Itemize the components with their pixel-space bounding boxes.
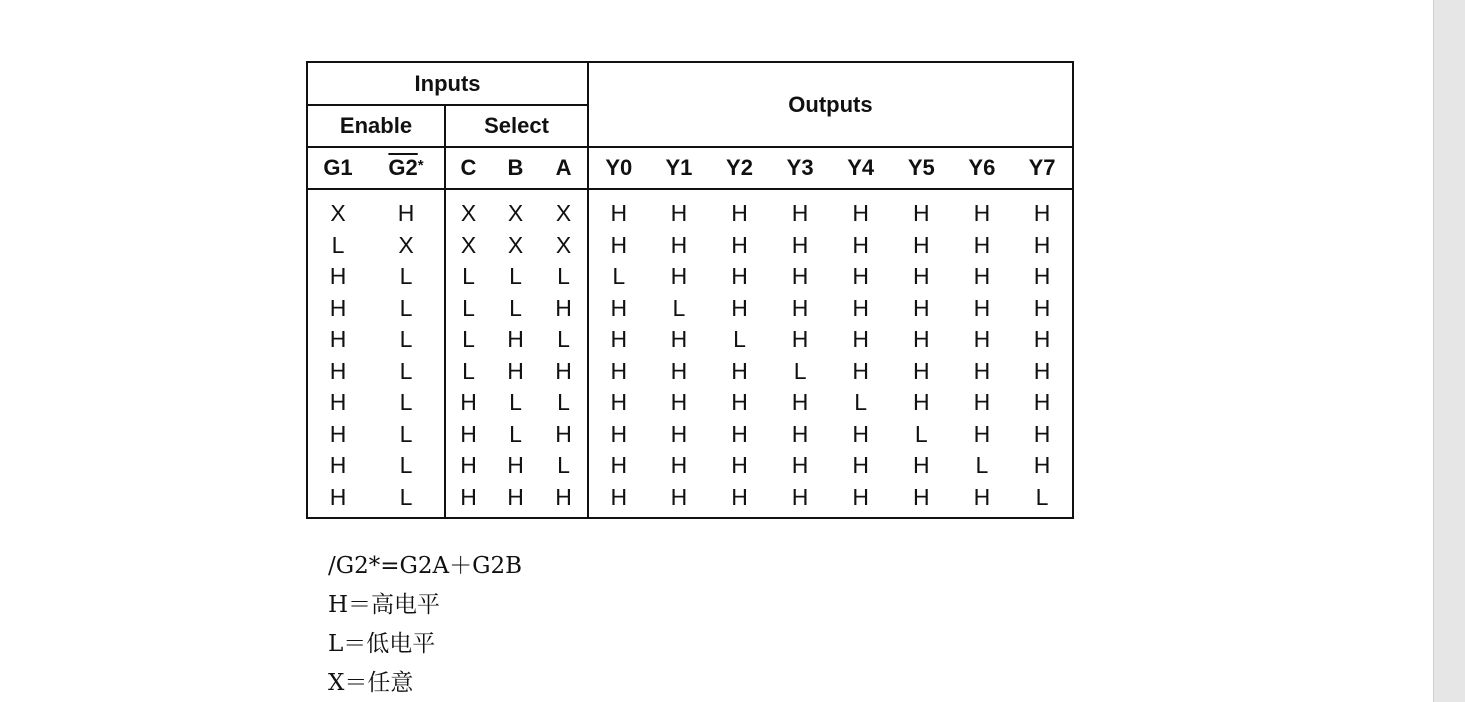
cell-y3: H bbox=[791, 326, 809, 353]
cell-y0: H bbox=[588, 419, 649, 451]
cell-y7: H bbox=[1012, 189, 1073, 230]
cell-b: H bbox=[491, 482, 540, 519]
cell-y4: H bbox=[852, 200, 870, 227]
table-row bbox=[307, 356, 1073, 388]
cell-g1: H bbox=[307, 419, 368, 451]
cell-y6: L bbox=[975, 452, 989, 479]
cell-b: H bbox=[507, 357, 524, 384]
cell-c: L bbox=[445, 261, 491, 293]
cell-c: H bbox=[445, 419, 491, 451]
cell-a: X bbox=[555, 200, 572, 227]
cell-y0: H bbox=[588, 189, 649, 230]
cell-y2: H bbox=[731, 200, 748, 227]
cell-c: L bbox=[445, 324, 491, 356]
table-row bbox=[307, 189, 1073, 230]
col-header-y7: Y7 bbox=[1012, 147, 1073, 189]
cell-a: L bbox=[557, 326, 570, 353]
cell-y5: H bbox=[912, 389, 930, 416]
cell-y2: H bbox=[731, 357, 748, 384]
cell-c: X bbox=[445, 189, 491, 230]
cell-a: H bbox=[540, 482, 588, 519]
truth-table-body bbox=[307, 189, 1073, 518]
cell-c: X bbox=[445, 230, 491, 262]
cell-y5: H bbox=[912, 357, 930, 384]
cell-y4: H bbox=[852, 294, 870, 321]
cell-y1: H bbox=[670, 326, 688, 353]
cell-a: H bbox=[555, 357, 572, 384]
cell-y1: L bbox=[672, 294, 686, 321]
table-row bbox=[307, 261, 1073, 293]
col-header-y2: Y2 bbox=[709, 147, 770, 189]
cell-y1: H bbox=[670, 357, 688, 384]
cell-y6: H bbox=[973, 357, 991, 384]
cell-y3: H bbox=[791, 452, 809, 479]
cell-y5: H bbox=[912, 294, 930, 321]
cell-y3: H bbox=[770, 482, 831, 519]
col-header-y0: Y0 bbox=[588, 147, 649, 189]
col-header-g2 bbox=[368, 147, 445, 189]
g2-star: * bbox=[417, 157, 424, 174]
cell-g1: H bbox=[307, 293, 368, 325]
cell-y4: H bbox=[852, 452, 870, 479]
cell-y3: H bbox=[791, 420, 809, 447]
cell-y3: H bbox=[791, 294, 809, 321]
cell-y2: L bbox=[733, 326, 746, 353]
cell-y7: H bbox=[1012, 261, 1073, 293]
col-header-y6: Y6 bbox=[952, 147, 1013, 189]
cell-y6: H bbox=[973, 420, 991, 447]
cell-c: L bbox=[445, 356, 491, 388]
outputs-header: Outputs bbox=[588, 62, 1073, 147]
col-header-y3: Y3 bbox=[770, 147, 831, 189]
cell-g1: H bbox=[307, 482, 368, 519]
col-header-y4: Y4 bbox=[830, 147, 891, 189]
cell-g2: L bbox=[399, 326, 413, 353]
cell-y4: H bbox=[852, 231, 870, 258]
cell-g2: L bbox=[399, 389, 413, 416]
cell-b: H bbox=[507, 452, 524, 479]
cell-g2: L bbox=[399, 452, 413, 479]
cell-y3: H bbox=[791, 389, 809, 416]
note-g2-definition: /G2*=G2A＋G2B bbox=[328, 553, 523, 579]
cell-b: X bbox=[507, 200, 524, 227]
cell-a: H bbox=[555, 420, 572, 447]
cell-y3: H bbox=[791, 263, 809, 290]
cell-y5: H bbox=[912, 231, 930, 258]
cell-y5: H bbox=[912, 452, 930, 479]
cell-y6: H bbox=[952, 482, 1013, 519]
cell-y7: H bbox=[1012, 356, 1073, 388]
cell-y7: H bbox=[1012, 230, 1073, 262]
table-row bbox=[307, 387, 1073, 419]
col-header-b: B bbox=[491, 147, 540, 189]
cell-y6: H bbox=[973, 200, 991, 227]
cell-y0: H bbox=[588, 230, 649, 262]
cell-c: H bbox=[445, 450, 491, 482]
cell-g2: H bbox=[397, 200, 415, 227]
table-row bbox=[307, 293, 1073, 325]
cell-y1: H bbox=[670, 200, 688, 227]
cell-g2: L bbox=[399, 357, 413, 384]
cell-g1: H bbox=[307, 324, 368, 356]
cell-g1: X bbox=[307, 189, 368, 230]
notes bbox=[328, 547, 522, 702]
vertical-scrollbar[interactable] bbox=[1433, 0, 1465, 702]
cell-y2: H bbox=[731, 231, 748, 258]
cell-y0: L bbox=[588, 261, 649, 293]
cell-y0: H bbox=[588, 387, 649, 419]
table-row bbox=[307, 419, 1073, 451]
cell-a: H bbox=[555, 294, 572, 321]
cell-y5: H bbox=[912, 200, 930, 227]
cell-g1: H bbox=[307, 261, 368, 293]
note-l-definition: L＝低电平 bbox=[328, 631, 436, 657]
select-header: Select bbox=[445, 105, 588, 147]
cell-b: L bbox=[509, 389, 522, 416]
cell-y4: H bbox=[852, 326, 870, 353]
cell-y7: H bbox=[1012, 419, 1073, 451]
cell-y6: H bbox=[973, 231, 991, 258]
cell-g2: L bbox=[399, 263, 413, 290]
cell-g1: H bbox=[307, 387, 368, 419]
cell-y7: H bbox=[1012, 293, 1073, 325]
cell-c: L bbox=[445, 293, 491, 325]
inputs-header: Inputs bbox=[307, 62, 588, 105]
cell-b: L bbox=[509, 294, 522, 321]
cell-y5: H bbox=[891, 482, 952, 519]
cell-y6: H bbox=[973, 389, 991, 416]
cell-y4: H bbox=[852, 357, 870, 384]
col-header-c: C bbox=[445, 147, 491, 189]
cell-g2: X bbox=[398, 231, 414, 258]
col-header-y5: Y5 bbox=[891, 147, 952, 189]
cell-y2: H bbox=[731, 420, 748, 447]
cell-y7: H bbox=[1012, 450, 1073, 482]
cell-y2: H bbox=[731, 389, 748, 416]
cell-y6: H bbox=[973, 263, 991, 290]
cell-g2: L bbox=[368, 482, 445, 519]
cell-y0: H bbox=[588, 324, 649, 356]
cell-y3: H bbox=[791, 231, 809, 258]
cell-y2: H bbox=[731, 294, 748, 321]
cell-y1: H bbox=[670, 263, 688, 290]
cell-b: L bbox=[509, 420, 522, 447]
truth-table bbox=[306, 61, 1074, 519]
cell-y0: H bbox=[588, 293, 649, 325]
cell-g1: H bbox=[307, 356, 368, 388]
cell-y2: H bbox=[731, 263, 748, 290]
cell-b: L bbox=[509, 263, 522, 290]
cell-g2: L bbox=[399, 420, 413, 447]
cell-y7: L bbox=[1012, 482, 1073, 519]
cell-y3: H bbox=[791, 200, 809, 227]
cell-y3: L bbox=[793, 357, 807, 384]
cell-y2: H bbox=[731, 452, 748, 479]
cell-y1: H bbox=[670, 389, 688, 416]
cell-y6: H bbox=[973, 326, 991, 353]
cell-b: X bbox=[507, 231, 524, 258]
cell-y1: H bbox=[649, 482, 710, 519]
cell-y1: H bbox=[670, 231, 688, 258]
cell-a: L bbox=[557, 389, 570, 416]
g2-overlined-label: G2 bbox=[388, 155, 418, 180]
cell-y5: H bbox=[912, 263, 930, 290]
cell-y4: H bbox=[852, 263, 870, 290]
cell-y4: H bbox=[852, 420, 870, 447]
cell-y4: L bbox=[854, 389, 868, 416]
table-row bbox=[307, 482, 1073, 519]
cell-g2: L bbox=[399, 294, 413, 321]
note-x-definition: X＝任意 bbox=[328, 670, 414, 696]
enable-header: Enable bbox=[307, 105, 445, 147]
table-row bbox=[307, 324, 1073, 356]
cell-y1: H bbox=[670, 452, 688, 479]
cell-a: L bbox=[557, 452, 570, 479]
cell-g1: L bbox=[307, 230, 368, 262]
cell-b: H bbox=[507, 326, 524, 353]
cell-c: H bbox=[445, 482, 491, 519]
cell-g1: H bbox=[307, 450, 368, 482]
table-row bbox=[307, 230, 1073, 262]
cell-y5: L bbox=[914, 420, 928, 447]
note-h-definition: H＝高电平 bbox=[328, 592, 441, 618]
col-header-g1: G1 bbox=[307, 147, 368, 189]
cell-a: X bbox=[555, 231, 572, 258]
cell-y1: H bbox=[670, 420, 688, 447]
col-header-a: A bbox=[540, 147, 588, 189]
cell-y7: H bbox=[1012, 387, 1073, 419]
cell-y0: H bbox=[588, 482, 649, 519]
cell-y6: H bbox=[973, 294, 991, 321]
col-header-y1: Y1 bbox=[649, 147, 710, 189]
cell-c: H bbox=[445, 387, 491, 419]
cell-y5: H bbox=[912, 326, 930, 353]
cell-y2: H bbox=[709, 482, 770, 519]
cell-y0: H bbox=[588, 356, 649, 388]
cell-y4: H bbox=[830, 482, 891, 519]
cell-a: L bbox=[557, 263, 570, 290]
table-row bbox=[307, 450, 1073, 482]
cell-y0: H bbox=[588, 450, 649, 482]
cell-y7: H bbox=[1012, 324, 1073, 356]
